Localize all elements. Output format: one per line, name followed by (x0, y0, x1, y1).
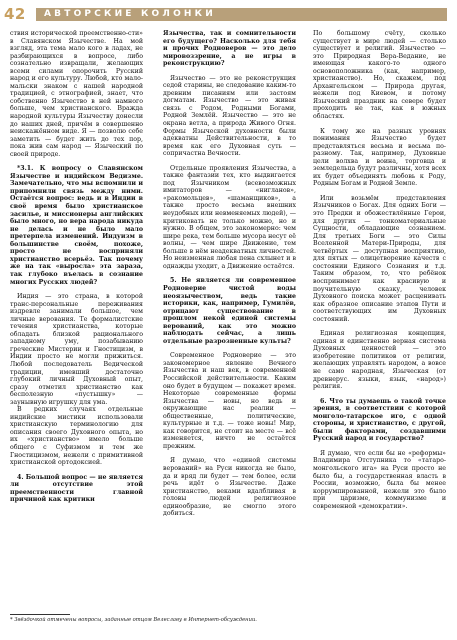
paragraph: В редких случаях отдельные индийские мистики использовали христианскую терминологию для описания своего Духовного опыта, но их «христианство» имело больше общего с Суфизмом и тем же Гностицизмом, нежели с примитивной христианской ортодоксией. (10, 406, 143, 467)
section-title: АВТОРСКИЕ КОЛОНКИ (44, 9, 216, 19)
paragraph: Язычество — это не реконструкция седой старины, не следование каким-то древним писаниям или застоям догматам. Язычество — это живая связь с Родом, Родными Богами, Родной Землёй. Язычество — это не окрана ветла, а природа Живого Огня. Формы Языческой духовности были адекватны Действительности, в то время как его Духовная суть — сопричастна Вечности. (163, 74, 296, 158)
question: 4. Большой вопрос — не является ли отсутствие этой преемственности главной причиной как критики (10, 473, 143, 504)
question: Язычества, так и сомнительности его будущего? Насколько для тебя и прочих Родноверов — это дело мировоззрение, а не игры в реконструкцию? (163, 30, 296, 68)
question: *3.1. К вопросу о Славянском Язычестве и индийском Ведизме. Замечательно, что мы вспомнили и припомнили связь между ними. Остаётся вопрос: ведь и в Индии в своё время было христианское засилье, и миссионеры английских было много, но вера народа никуда не делась и не было мало претерпела изменений. Индуизм в большинстве своём, похоже, просто не восприняли христианство всерьёз. Так почему же на так «выросла» эта зараза, так глубоко въелась в сознание многих Русских людей? (10, 165, 143, 286)
paragraph: Я думаю, что «единой системы верований» на Руси никогда не было, да и вряд ли будет — тем более, если речь идёт о Язычестве. Даже христианство, веками вдалбливая в головы людей религиозное единообразие, не смогло этого добиться. (163, 457, 296, 518)
paragraph: Индия — это страна, в которой транс-персональные переживания издревле занимали большое, чем личные верования. Те формалистские течения христианства, которые обладать близкой рационального западному уму, позабыванию греческие Мистерии и Гностицизм, в Индии просто не могли прижиться. Любой последователь Ведической традиции, имевший достаточно глубокий личный Духовный опыт, сразу отметил христианство как бесполезную «пустышку» — заунывную игрушку для ума. (10, 293, 143, 406)
paragraph: К тому же на разных уровнях понимания Язычество будет представляться весьма и весьма по-разному. Так, например, Духовные цели волхва и воина, торговца и земледельца будут различны, хотя всех их будет объединять любовь к Роду, Родным Богам и Родной Земле. (313, 127, 446, 188)
paragraph: Современное Родноверие — это закономерное явление Вечного Язычества и наш век, в современной Российской действительности. Каким оно будет в будущем — покажет время. Некоторые современные формы Язычества — новы, но ведь и окружающие нас реалии — общественные, политические, культурные и т.д. — тоже новы! Мир, как говорится, не стоит на месте — всё изменяется, ничто не остаётся прежним. (163, 352, 296, 450)
column-1 (10, 30, 143, 504)
paragraph: Или возьмём представления Язычников о Богах. Для одних Боги — это Предки и обожествлённые Герои, для других — тонкоматериальные Сущности, обладающие сознанием. Для третьих Боги — это Силы Вселенной Матери-Природы, для четвёртых — доступная восприятию, для пятых — олицетворение качеств с состоянии Единого Сознания и т.д. Таким образом, то, что ребёнок воспринимает как красивую и поучительную сказку, человек Духовного поиска может расценивать как образное описание этапов Пути и соответствующих им Духовных состояний. (313, 194, 446, 323)
page-header (0, 0, 457, 26)
paragraph: Я думаю, что если бы не «реформы» Владимира Отступника то «татаро-монгольского ига» на Руси просто не было бы, а государственная власть в России, возможно, была бы менее коррумпированной, нежели это было при царизме, коммунизме и современной «демократии». (313, 449, 446, 510)
page-number: 42 (4, 5, 26, 23)
paragraph: Отдельные проявления Язычества, а также фантазии тех, кто выдвигается под Язычником (всевозможных имитаторов — «нигланов», «ракомольцев», «шаманщиков», а также просто весьма внешних неудобных или невменяемых людей), — критиковать не только можно, но и нужно. В общем, это закономерно: чем шире река, тем больше мусора несут её волны, — чем шире Движение, тем больше в нём неадекватных личностей. Но неизменная любая пена схлынет и в однажды уходит, а Движение остаётся. (163, 164, 296, 270)
question: 5. Не является ли современное Родноверие чистой воды неоязычеством, ведь такие историки, как, например, Гумилёв, отрицают существование в прошлом некой единой системы верований, как это можно наблюдать сейчас, а лишь отдельные разрозненные культы? (163, 277, 296, 345)
footnote: * Звёздочкой отмечены вопросы, заданные отцом Велеславу в Интернет-обсуждении. (10, 617, 257, 623)
paragraph: ствия исторической преемственно-сти» в Славянском Язычестве. На мой взгляд, эта тема мало кого в ладах, не разбирающихся в вопросе, либо сознательно извращали, желающих всеми силами опорочить Русский народ и его культуру. Любой, кто мало-мальски знаком с нашей народной традицией, с этнографией, знает, что собственно Язычество в ней намного больше, чем христианского. Вражда народной культуры Язычеству донесли до наших дней, причём в совершенно неискажённом виде. Я — позволю себе заметить — будет жить до тех пор, пока жив сам народ — Языческий по своей природе. (10, 30, 143, 158)
column-3 (313, 30, 446, 510)
paragraph: По большому счёту, сколько существует в мире людей — столько существует и религий. Язычество — это Природная Вера-Ведание, не имеющая какого-то одного основоположника (как, например, христианство). Но, скажем, под Архангельском — Природа другая, нежели под Киевом, и потому Языческий праздник на севере будет проходить не так, как в южных областях. (313, 30, 446, 121)
question: 6. Что ты думаешь о такой точке зрения, в соответствии с которой монголо-татарское иго, с одной стороны, и христианство, с другой, были факторами, создавшими Русский народ и государство? (313, 397, 446, 443)
column-2 (163, 30, 296, 518)
paragraph: Единая религиозная концепция, единая и единственно верная система Духовных ценностей — это изобретение политиков от религии, желающих управлять народом, а вовсе не само народная, Языческая (от древнерус. языки, язык, «народ») религия. (313, 330, 446, 391)
footnote-divider (10, 614, 70, 615)
